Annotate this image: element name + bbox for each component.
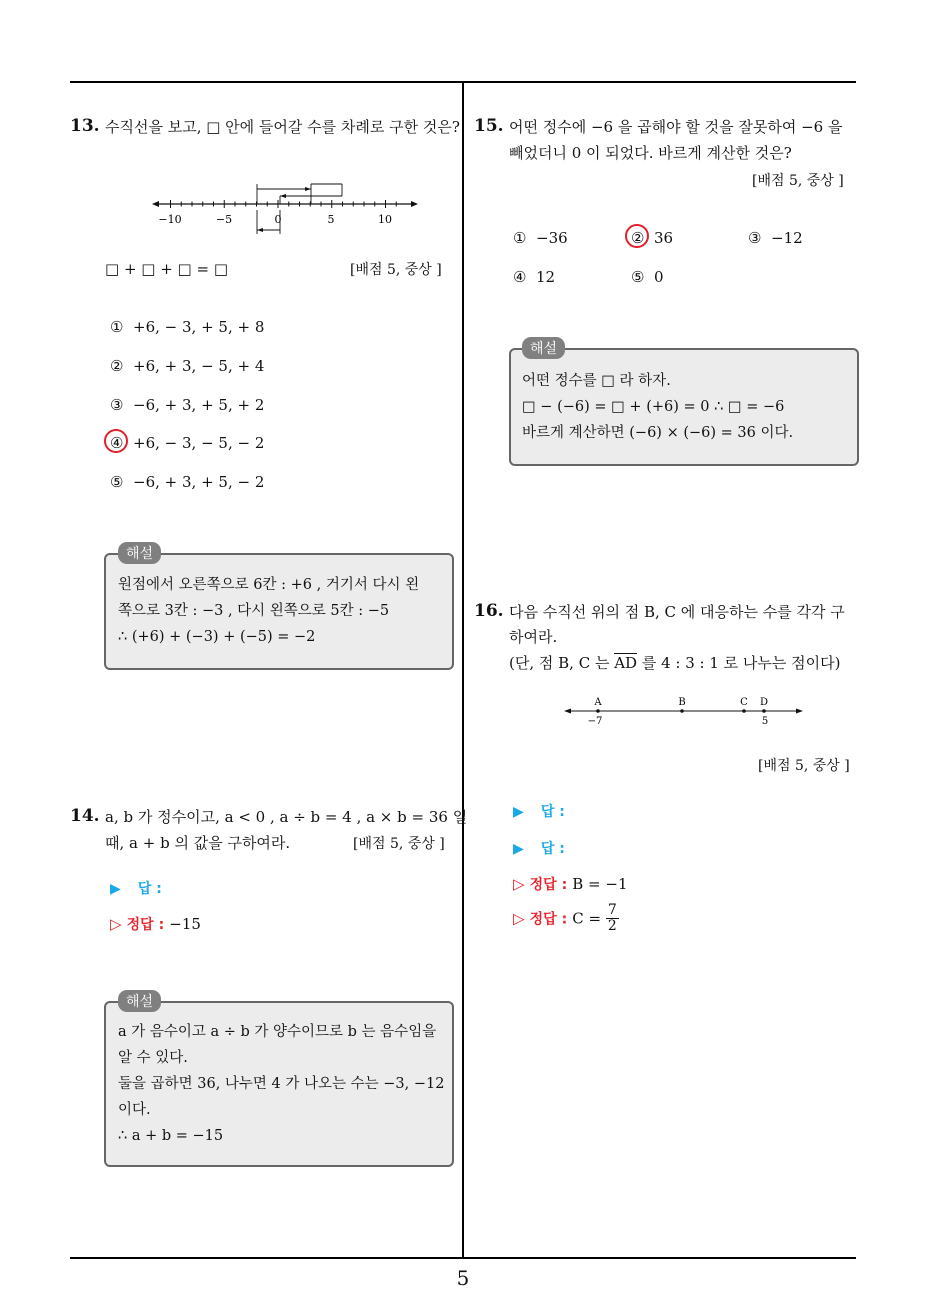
q14-correct-label: 정답 : <box>126 917 165 933</box>
q13-question: 수직선을 보고, □ 안에 들어갈 수를 차례로 구한 것은? <box>105 118 460 136</box>
q13-option-2[interactable]: ② +6, + 3, − 5, + 4 <box>110 357 265 375</box>
q16-label-b: B <box>678 697 686 708</box>
q13-option-1[interactable]: ① +6, − 3, + 5, + 8 <box>110 318 265 336</box>
q14-score: [배점 5, 중상 ] <box>353 836 445 852</box>
q13-option-5[interactable]: ⑤ −6, + 3, + 5, − 2 <box>110 473 265 491</box>
q14-number: 14. <box>70 806 100 826</box>
q14-explanation-text: a 가 음수이고 a ÷ b 가 양수이므로 b 는 음수임을 알 수 있다. 둘을 곱하면 36, 나누면 4 가 나오는 수는 −3, −12 이다. ∴ a + b = −15 <box>118 1024 445 1144</box>
q16-correct-label: 정답 : <box>529 877 568 893</box>
q16-question-line2: 하여라. <box>509 628 558 646</box>
q13-tick-label: 0 <box>274 213 282 226</box>
q14-answer-label: 답 : <box>137 881 162 897</box>
q14-answer-row[interactable] <box>110 878 162 898</box>
q16-point-b <box>680 709 684 713</box>
q13-explanation-text: 원점에서 오른쪽으로 6칸 : +6 , 거기서 다시 왼 쪽으로 3칸 : −3 , 다시 왼쪽으로 5칸 : −5 ∴ (+6) + (−3) + (−5) = −2 <box>118 577 420 645</box>
q14-correct-arrow-icon: ▷ <box>110 915 122 933</box>
q16-point-a <box>596 709 600 713</box>
q15-option-1[interactable]: ① −36 <box>513 229 568 247</box>
q13-answer-circle <box>104 429 128 453</box>
q15-question-line2: 빼었더니 0 이 되었다. 바르게 계산한 것은? <box>509 144 792 162</box>
q14-correct-row <box>110 914 201 934</box>
q14-correct-value: −15 <box>169 915 201 933</box>
q16-correct-c-fraction: $\frac{7}{2}$ <box>607 902 617 934</box>
q16-number-line <box>562 692 807 728</box>
q16-answer-label: 답 : <box>540 841 565 857</box>
q15-explanation-text: 어떤 정수를 □ 라 하자. □ − (−6) = □ + (+6) = 0 ∴ □ = −6 바르게 계산하면 (−6) × (−6) = 36 이다. <box>522 373 794 441</box>
q16-segment-ad: AD <box>614 654 638 672</box>
q13-tick-label: −10 <box>158 213 182 226</box>
q16-correct-arrow-icon: ▷ <box>513 909 525 928</box>
q16-point-d <box>762 709 766 713</box>
q13-number: 13. <box>70 116 100 136</box>
q13-tick-label: 10 <box>378 213 392 226</box>
q13-expression: □ + □ + □ = □ <box>105 260 229 278</box>
q15-question-line1: 어떤 정수에 −6 을 곱해야 할 것을 잘못하여 −6 을 <box>509 118 843 136</box>
q13-tick-label: 5 <box>327 213 335 226</box>
q16-score: [배점 5, 중상 ] <box>758 758 850 774</box>
q15-number: 15. <box>474 116 504 136</box>
q15-option-4[interactable]: ④ 12 <box>513 268 556 286</box>
q16-answer-row-2[interactable] <box>513 838 565 858</box>
q13-option-3[interactable]: ③ −6, + 3, + 5, + 2 <box>110 396 265 414</box>
q16-correct-c-prefix: C = <box>572 909 606 928</box>
q14-question-line1: a, b 가 정수이고, a < 0 , a ÷ b = 4 , a × b = 36 일 <box>105 808 468 826</box>
q16-value-d: 5 <box>761 716 769 727</box>
q16-correct-row-c <box>513 903 619 934</box>
q16-label-a: A <box>594 697 602 708</box>
q15-score: [배점 5, 중상 ] <box>752 173 844 189</box>
q16-correct-arrow-icon: ▷ <box>513 875 525 893</box>
q16-question-line3: (단, 점 B, C 는 AD 를 4 : 3 : 1 로 나누는 점이다) <box>509 654 841 672</box>
q15-option-5[interactable]: ⑤ 0 <box>631 268 664 286</box>
q16-label-d: D <box>759 697 769 708</box>
q13-explanation-tag: 해설 <box>118 542 161 564</box>
q16-point-c <box>742 709 746 713</box>
q14-answer-arrow-icon: ▶ <box>110 881 121 897</box>
page-number: 5 <box>456 1266 470 1290</box>
q16-answer-arrow-icon: ▶ <box>513 841 524 857</box>
q16-correct-row-b <box>513 874 628 894</box>
q16-answer-label: 답 : <box>540 804 565 820</box>
q16-question-line1: 다음 수직선 위의 점 B, C 에 대응하는 수를 각각 구 <box>509 603 845 621</box>
q16-value-a: −7 <box>587 716 603 727</box>
q13-score: [배점 5, 중상 ] <box>350 262 442 278</box>
q16-answer-arrow-icon: ▶ <box>513 804 524 820</box>
q13-number-line <box>150 180 420 240</box>
column-divider <box>462 81 464 1258</box>
q14-explanation-tag: 해설 <box>118 990 161 1012</box>
q14-question-line2: 때, a + b 의 값을 구하여라. <box>105 834 291 852</box>
q16-label-c: C <box>740 697 748 708</box>
q13-tick-label: −5 <box>215 213 233 226</box>
q16-answer-row-1[interactable] <box>513 801 565 821</box>
q16-correct-b: B = −1 <box>572 875 628 893</box>
q15-option-3[interactable]: ③ −12 <box>748 229 803 247</box>
q13-option-4[interactable]: ④ +6, − 3, − 5, − 2 <box>110 434 265 452</box>
q16-correct-label: 정답 : <box>529 911 568 928</box>
q15-answer-circle <box>625 224 649 248</box>
q15-explanation-tag: 해설 <box>522 337 565 359</box>
q16-number: 16. <box>474 601 504 621</box>
q15-option-2[interactable]: ② 36 <box>631 229 674 247</box>
